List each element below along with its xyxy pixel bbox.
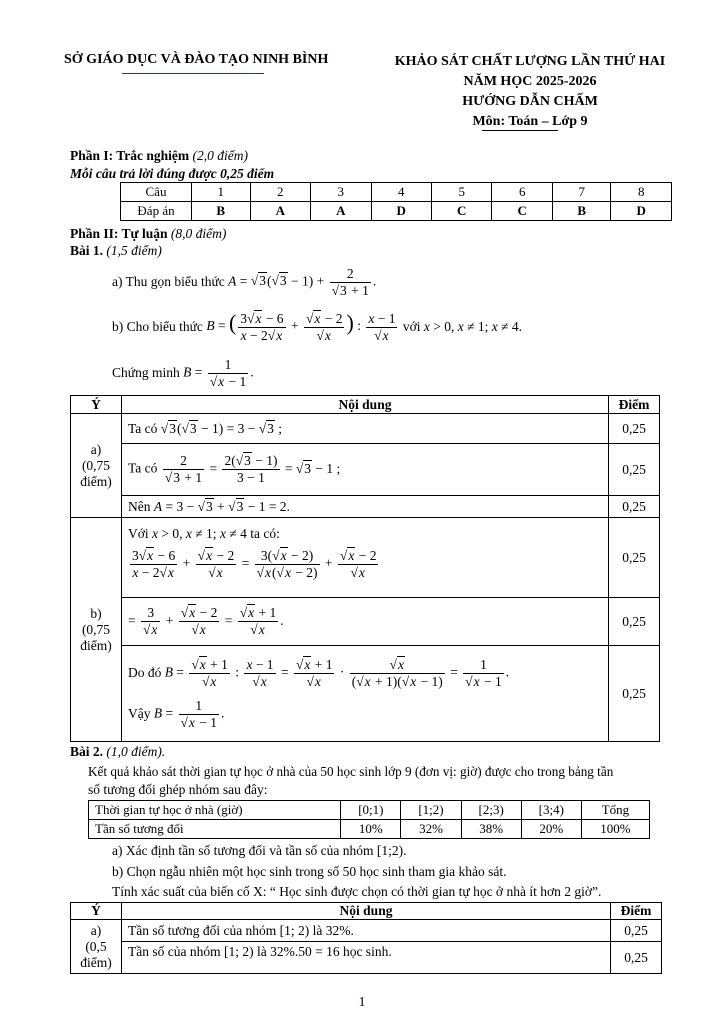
bai2-question-b: b) Chọn ngẫu nhiên một học sinh trong số 50 học sinh tham gia khảo sát. [112,864,507,879]
bai1-b-expression: B = ( $\frac{3√ x - 6}{x - 2√ x}$ + √ x − 2 √ x ) : x − 1 √ x [206,310,399,343]
bai1-title: Bài 1. [70,243,104,258]
part2-points: (8,0 điểm) [170,226,227,241]
answer-table-q: 3 [311,183,371,202]
bai2-row2-content: Tần số của nhóm [1; 2) là 32%.50 = 16 học sinh. [122,942,611,974]
answer-table-a: C [492,202,552,221]
bai2-frequency-table [88,800,650,839]
header-right [380,52,680,132]
part1-points: (2,0 điểm) [192,148,248,163]
header-subject: Môn: Toán – Lớp 9 [472,114,588,129]
answer-table-a: B [192,202,251,221]
part2-title: Phần II: Tự luận [70,226,168,241]
answer-table-q: 7 [552,183,611,202]
header-guide: HƯỚNG DẪN CHẤM [462,94,598,109]
bai1-score: 0,25 [609,444,660,496]
bai1-b-cell [71,518,122,742]
bai2-col-y: Ý [71,903,122,920]
bai1-row-a3 [71,496,660,518]
bai1-question-b [112,306,522,348]
bai2-freq-row [89,820,650,839]
bai2-question-a: a) Xác định tần số tương đối và tần số của nhóm [1;2). [112,843,407,858]
bai1-b-label: b) [90,605,102,621]
bai1-row-b3 [71,646,660,742]
freq-head-cell: [1;2) [401,801,461,820]
bai1-row-a1 [71,414,660,444]
answer-table-row-answers [121,202,672,221]
bai1-a2-content [122,444,609,496]
bai1-b3-math: B = √ x + 1 √ x : x − 1 √ x = √ x + 1 √ x · √ $\frac{x}{(√ x + 1)(√ x - 1)}$ = 1 √ x − 1 . [165,657,509,690]
bai1-b2-math: = 3 √ x + √ x − 2 √ x = √ x + 1 √ x . [128,613,284,628]
bai1-points: (1,5 điểm) [106,243,162,258]
part2-heading [70,226,226,242]
header-title: KHẢO SÁT CHẤT LƯỢNG LẦN THỨ HAI [394,54,666,69]
answer-table-q: 6 [492,183,552,202]
answer-table-q: 5 [431,183,491,202]
bai2-title: Bài 2. [70,744,104,759]
ta-co-label: Ta có [128,460,158,476]
freq-row-cell: Tần số tương đối [89,820,341,839]
part1-title: Phần I: Trắc nghiệm [70,148,190,163]
answer-table-a: A [311,202,371,221]
ta-co-label: Ta có [128,420,158,436]
bai2-heading [70,744,165,760]
bai1-prove-expression: B = 1 √ x − 1 . [183,357,254,390]
bai1-a2-math: 2 √ 3 + 1 = $\frac{2(√ 3 - 1)}{3 - 1}$ = √ 3 − 1 ; [161,461,341,476]
bai2-grading-table [70,902,662,974]
answer-table-q: 2 [250,183,310,202]
bai1-a3-content [122,496,609,518]
header-underline-right [482,130,558,131]
bai2-intro1: Kết quả khảo sát thời gian tự học ở nhà của 50 học sinh lớp 9 (đơn vị: giờ) được cho trong bảng tần [88,764,614,779]
bai1-a-points: (0,75 điểm) [80,457,112,489]
bai1-b3-content [122,646,609,742]
answer-table-label-a: Đáp án [121,202,192,221]
bai1-prove-text: Chứng minh [112,365,180,380]
page-number: 1 [358,994,366,1009]
answer-table-q: 1 [192,183,251,202]
nen-label: Nên [128,498,151,514]
bai1-b-condition: x > 0, x ≠ 1; x ≠ 4. [423,319,523,334]
bai1-col-content: Nội dung [122,396,609,414]
bai1-prove [112,354,254,392]
bai1-score: 0,25 [609,414,660,444]
bai2-score: 0,25 [611,920,662,942]
bai1-question-a [112,262,376,302]
bai2-col-score: Điểm [611,903,662,920]
bai1-row-a2 [71,444,660,496]
bai1-score: 0,25 [609,518,660,598]
voi-label: Với [128,526,149,541]
bai1-heading [70,243,162,259]
part1-heading [70,148,248,164]
bai1-b-points: (0,75 điểm) [80,621,112,653]
do-do-label: Do đó [128,665,162,680]
bai1-b1-cond: x > 0, x ≠ 1; x ≠ 4 [152,526,251,541]
bai1-row-b2 [71,598,660,646]
answer-table-a: A [250,202,310,221]
freq-head-cell: [3;4) [521,801,581,820]
bai2-freq-header [89,801,650,820]
vay-label: Vậy [128,706,151,721]
answer-table-q: 4 [371,183,431,202]
ta-co2-label: ta có: [250,526,280,541]
bai1-b1-math: $\frac{3√ x - 6}{x - 2√ x}$ + √ x − 2 √ x = 3(√ x − 2) √ x(√ x − 2) + √ x − 2 √ x [128,548,602,581]
bai1-col-score: Điểm [609,396,660,414]
answer-table-a: C [431,202,491,221]
bai2-a-label: a) [90,922,102,938]
bai2-intro2: số tương đối ghép nhóm sau đây: [88,782,268,797]
bai2-a-cell [71,920,122,974]
bai2-col-content: Nội dung [122,903,611,920]
answer-table-label-q: Câu [121,183,192,202]
header-year: NĂM HỌC 2025-2026 [463,74,597,89]
bai1-col-y: Ý [71,396,122,414]
bai1-a-label: a) [90,441,102,457]
freq-head-cell: [2;3) [461,801,521,820]
bai2-row-a2 [71,942,662,974]
answer-table-q: 8 [611,183,672,202]
bai1-a3-math: A = 3 − √ 3 + √ 3 − 1 = 2. [154,499,290,514]
bai1-score: 0,25 [609,598,660,646]
header-left: SỞ GIÁO DỤC VÀ ĐÀO TẠO NINH BÌNH [64,52,329,67]
header-underline-left [122,73,264,74]
bai1-a-cell [71,414,122,518]
freq-row-cell: 38% [461,820,521,839]
bai1-a-expression: A = √ 3(√ 3 − 1) + 2 √ 3 + 1 . [228,266,376,299]
bai1-a1-content [122,414,609,444]
answer-table-a: B [552,202,611,221]
bai1-b3-result: B = 1 √ x − 1 . [154,698,225,731]
bai1-a1-math: √ 3(√ 3 − 1) = 3 − √ 3 ; [161,421,282,436]
freq-head-cell: [0;1) [341,801,401,820]
bai2-question-c: Tính xác suất của biến cố X: “ Học sinh được chọn có thời gian tự học ở nhà ít hơn 2 giờ”. [112,884,602,899]
bai2-score: 0,25 [611,942,662,974]
freq-row-cell: 10% [341,820,401,839]
freq-head-cell: Tổng [581,801,649,820]
bai2-table-header [71,903,662,920]
part1-answer-table [120,182,672,221]
bai2-row1-content: Tần số tương đối của nhóm [1; 2) là 32%. [122,920,611,942]
freq-row-cell: 32% [401,820,461,839]
answer-table-a: D [371,202,431,221]
bai1-a-text: a) Thu gọn biểu thức [112,274,225,289]
bai2-a-points: (0,5 điểm) [80,938,112,970]
bai1-row-b1 [71,518,660,598]
bai1-table-header [71,396,660,414]
answer-table-row-questions [121,183,672,202]
bai1-score: 0,25 [609,646,660,742]
bai1-b-with: với [402,319,421,334]
freq-row-cell: 100% [581,820,649,839]
bai2-points: (1,0 điểm). [106,744,166,759]
bai1-score: 0,25 [609,496,660,518]
bai1-b-text: b) Cho biểu thức [112,319,203,334]
bai1-grading-table [70,395,660,742]
bai1-b2-content [122,598,609,646]
bai1-b1-content [122,518,609,598]
part1-note: Mỗi câu trả lời đúng được 0,25 điểm [70,166,275,181]
freq-head-cell: Thời gian tự học ở nhà (giờ) [89,801,341,820]
freq-row-cell: 20% [521,820,581,839]
bai2-row-a1 [71,920,662,942]
answer-table-a: D [611,202,672,221]
